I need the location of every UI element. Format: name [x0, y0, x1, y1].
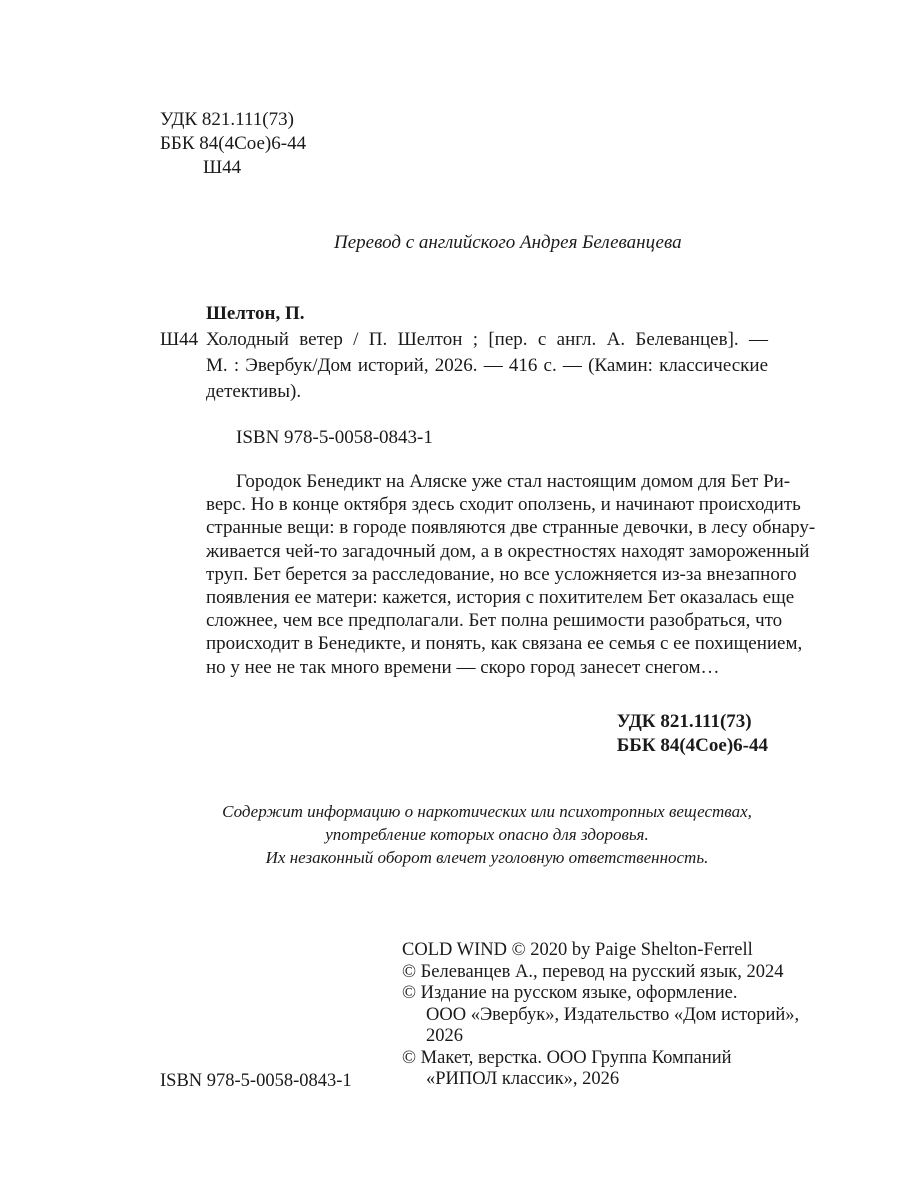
copyright-block — [402, 940, 799, 1091]
annotation-line: но у нее не так много времени — скоро город занесет снегом… — [206, 656, 720, 678]
author-mark: Ш44 — [203, 157, 242, 178]
bibliographic-author: Шелтон, П. — [206, 303, 305, 324]
annotation-line: живается чей-то загадочный дом, а в окрестностях находят замороженный — [206, 540, 810, 562]
annotation-line: появления ее матери: кажется, история с похитителем Бет оказалась еще — [206, 587, 795, 609]
copyright-line: © Макет, верстка. ООО Группа Компаний — [402, 1047, 732, 1068]
bibliographic-description — [206, 327, 768, 405]
classification-block — [160, 108, 306, 180]
bbk-code: ББК 84(4Сое)6-44 — [160, 133, 307, 154]
bibliographic-isbn: ISBN 978-5-0058-0843-1 — [236, 427, 433, 448]
translator-note: Перевод с английского Андрея Белеванцева — [334, 232, 682, 253]
warning-line: Их незаконный оборот влечет уголовную ответственность. — [265, 848, 709, 867]
annotation-line: странные вещи: в городе появляются две странные девочки, в лесу обнару- — [206, 517, 816, 539]
annotation-line: сложнее, чем все предполагали. Бет полна решимости разобраться, что — [206, 610, 783, 632]
bibliographic-line: М. : Эвербук/Дом историй, 2026. — 416 с. — (Камин: классические — [206, 355, 768, 376]
warning-block — [206, 800, 768, 869]
bibliographic-line: Холодный ветер / П. Шелтон ; [пер. с англ. А. Белеванцев]. — — [206, 329, 768, 350]
annotation-line: верс. Но в конце октября здесь сходит оползень, и начинают происходить — [206, 494, 801, 516]
copyright-line: «РИПОЛ классик», 2026 — [426, 1069, 620, 1089]
copyright-line: © Белеванцев А., перевод на русский язык, 2024 — [402, 961, 784, 982]
udk-code: УДК 821.111(73) — [160, 109, 294, 130]
isbn-bottom: ISBN 978-5-0058-0843-1 — [160, 1071, 352, 1091]
bibliographic-line: детективы). — [206, 381, 302, 402]
udk-code-bold: УДК 821.111(73) — [616, 711, 752, 732]
copyright-line: 2026 — [426, 1026, 463, 1046]
copyright-line: COLD WIND © 2020 by Paige Shelton-Ferrell — [402, 940, 753, 960]
codes-bold-block — [617, 710, 768, 758]
annotation-line: происходит в Бенедикте, и понять, как связана ее семья с ее похищением, — [206, 633, 803, 655]
warning-line: Содержит информацию о наркотических или психотропных веществах, — [222, 802, 752, 821]
annotation-line: труп. Бет берется за расследование, но все усложняется из-за внезапного — [206, 563, 797, 585]
bibliographic-mark: Ш44 — [160, 329, 199, 350]
copyright-line: ООО «Эвербук», Издательство «Дом историй», — [426, 1004, 800, 1025]
annotation-line: Городок Бенедикт на Аляске уже стал настоящим домом для Бет Ри- — [236, 471, 791, 492]
warning-line: употребление которых опасно для здоровья. — [325, 825, 649, 844]
bbk-code-bold: ББК 84(4Сое)6-44 — [616, 735, 768, 756]
copyright-line: © Издание на русском языке, оформление. — [402, 983, 738, 1003]
annotation — [206, 470, 816, 679]
